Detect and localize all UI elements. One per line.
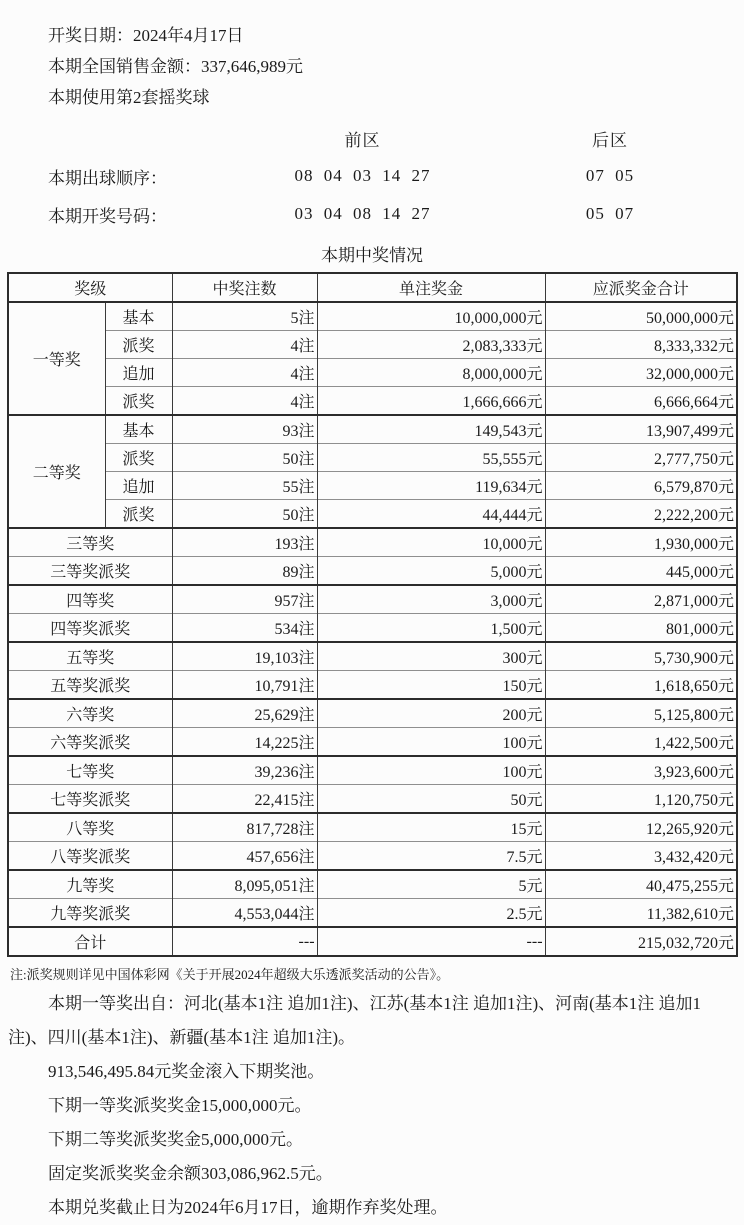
prize-level-label: 七等奖 bbox=[8, 756, 172, 785]
prize-sub-type-label: 派奖 bbox=[105, 331, 172, 359]
total-payout-cell: 11,382,610元 bbox=[545, 899, 737, 928]
prize-level-label: 四等奖派奖 bbox=[8, 614, 172, 643]
prize-level-label: 三等奖派奖 bbox=[8, 557, 172, 586]
draw-order-rear-numbers: 07 05 bbox=[585, 166, 635, 185]
prize-sub-type-label: 追加 bbox=[105, 472, 172, 500]
winning-bets-cell: 817,728注 bbox=[172, 813, 317, 842]
prize-level-label: 六等奖派奖 bbox=[8, 728, 172, 757]
prize-level-label: 三等奖 bbox=[8, 528, 172, 557]
winning-bets-cell: 534注 bbox=[172, 614, 317, 643]
winning-bets-cell: 957注 bbox=[172, 585, 317, 614]
single-prize-cell: 44,444元 bbox=[317, 500, 545, 529]
total-payout-cell: 50,000,000元 bbox=[545, 302, 737, 331]
table-header-row bbox=[8, 273, 737, 302]
sales-amount: 本期全国销售金额：337,646,989元 bbox=[48, 57, 303, 76]
total-payout-cell: 1,618,650元 bbox=[545, 671, 737, 700]
prize-sub-type-label: 派奖 bbox=[105, 500, 172, 529]
single-prize-cell: 2.5元 bbox=[317, 899, 545, 928]
total-payout-cell: 13,907,499元 bbox=[545, 415, 737, 444]
table-row bbox=[8, 756, 737, 785]
table-row bbox=[8, 500, 737, 529]
table-row bbox=[8, 642, 737, 671]
winning-bets-cell: 14,225注 bbox=[172, 728, 317, 757]
single-prize-cell: 55,555元 bbox=[317, 444, 545, 472]
draw-order-label: 本期出球顺序： bbox=[48, 168, 167, 188]
single-prize-cell: 7.5元 bbox=[317, 842, 545, 871]
prize-sub-type-label: 基本 bbox=[105, 415, 172, 444]
single-prize-cell: 1,500元 bbox=[317, 614, 545, 643]
prize-level-label: 八等奖 bbox=[8, 813, 172, 842]
total-payout-cell: 1,930,000元 bbox=[545, 528, 737, 557]
winning-bets-cell: 25,629注 bbox=[172, 699, 317, 728]
table-row bbox=[8, 870, 737, 899]
column-header-single-prize: 单注奖金 bbox=[317, 273, 545, 302]
column-header-winning-bets: 中奖注数 bbox=[172, 273, 317, 302]
single-prize-cell: 8,000,000元 bbox=[317, 359, 545, 387]
prize-level-label: 七等奖派奖 bbox=[8, 785, 172, 814]
total-payout-cell: 1,422,500元 bbox=[545, 728, 737, 757]
single-prize-cell: 119,634元 bbox=[317, 472, 545, 500]
note-text: 本期兑奖截止日为2024年6月17日，逾期作弃奖处理。 bbox=[48, 1198, 448, 1217]
winning-bets-cell: 4,553,044注 bbox=[172, 899, 317, 928]
draw-order-row bbox=[0, 157, 744, 195]
single-prize-cell: 50元 bbox=[317, 785, 545, 814]
single-prize-cell: 200元 bbox=[317, 699, 545, 728]
ball-set: 本期使用第2套摇奖球 bbox=[48, 88, 210, 107]
total-payout-cell: 6,666,664元 bbox=[545, 387, 737, 416]
prize-level-label: 八等奖派奖 bbox=[8, 842, 172, 871]
single-prize-cell: 300元 bbox=[317, 642, 545, 671]
single-prize-cell: 10,000,000元 bbox=[317, 302, 545, 331]
winning-bets-cell: 10,791注 bbox=[172, 671, 317, 700]
prize-level-label: 九等奖派奖 bbox=[8, 899, 172, 928]
table-row bbox=[8, 302, 737, 331]
note-rules: 注:派奖规则详见中国体彩网《关于开展2024年超级大乐透派奖活动的公告》。 bbox=[10, 967, 450, 982]
winning-bets-cell: 4注 bbox=[172, 331, 317, 359]
table-row bbox=[8, 813, 737, 842]
numbers-section bbox=[0, 119, 744, 233]
single-prize-cell: 15元 bbox=[317, 813, 545, 842]
note-text: 913,546,495.84元奖金滚入下期奖池。 bbox=[48, 1062, 325, 1081]
prize-table bbox=[7, 272, 738, 957]
table-row bbox=[8, 557, 737, 586]
notes-section bbox=[0, 957, 744, 1225]
total-payout-cell: 32,000,000元 bbox=[545, 359, 737, 387]
single-prize-cell: 5元 bbox=[317, 870, 545, 899]
column-header-total-payout: 应派奖金合计 bbox=[545, 273, 737, 302]
winning-bets-cell: 89注 bbox=[172, 557, 317, 586]
total-payout-cell: 8,333,332元 bbox=[545, 331, 737, 359]
total-payout-cell: 2,222,200元 bbox=[545, 500, 737, 529]
column-header-prize-level: 奖级 bbox=[8, 273, 172, 302]
total-payout-cell: 12,265,920元 bbox=[545, 813, 737, 842]
draw-date: 开奖日期：2024年4月17日 bbox=[48, 26, 244, 45]
total-payout-cell: 1,120,750元 bbox=[545, 785, 737, 814]
note-text: 固定奖派奖奖金余额303,086,962.5元。 bbox=[48, 1164, 333, 1183]
prize-sub-type-label: 派奖 bbox=[105, 387, 172, 416]
prize-level-label: 四等奖 bbox=[8, 585, 172, 614]
prize-level-label: 合计 bbox=[8, 927, 172, 956]
prize-level-label: 六等奖 bbox=[8, 699, 172, 728]
prize-table-title: 本期中奖情况 bbox=[321, 246, 423, 265]
winning-bets-cell: 4注 bbox=[172, 359, 317, 387]
prize-level-label: 五等奖 bbox=[8, 642, 172, 671]
table-row bbox=[8, 444, 737, 472]
single-prize-cell: 5,000元 bbox=[317, 557, 545, 586]
winning-bets-cell: 22,415注 bbox=[172, 785, 317, 814]
zone-header-row bbox=[0, 119, 744, 157]
single-prize-cell: 1,666,666元 bbox=[317, 387, 545, 416]
total-payout-cell: 5,730,900元 bbox=[545, 642, 737, 671]
table-row bbox=[8, 728, 737, 757]
single-prize-cell: 149,543元 bbox=[317, 415, 545, 444]
winning-bets-cell: 8,095,051注 bbox=[172, 870, 317, 899]
single-prize-cell: 10,000元 bbox=[317, 528, 545, 557]
table-row bbox=[8, 585, 737, 614]
table-row bbox=[8, 415, 737, 444]
table-row bbox=[8, 331, 737, 359]
winning-bets-cell: 19,103注 bbox=[172, 642, 317, 671]
prize-sub-type-label: 派奖 bbox=[105, 444, 172, 472]
winning-numbers-rear: 05 07 bbox=[585, 204, 635, 223]
winning-bets-cell: 39,236注 bbox=[172, 756, 317, 785]
table-row bbox=[8, 785, 737, 814]
winning-numbers-row bbox=[0, 195, 744, 233]
table-row bbox=[8, 899, 737, 928]
note-text: 下期二等奖派奖奖金5,000,000元。 bbox=[48, 1130, 303, 1149]
draw-order-front-numbers: 08 04 03 14 27 bbox=[294, 166, 431, 185]
table-row bbox=[8, 472, 737, 500]
table-row bbox=[8, 387, 737, 416]
winning-bets-cell: 5注 bbox=[172, 302, 317, 331]
prize-sub-type-label: 基本 bbox=[105, 302, 172, 331]
winning-bets-cell: 55注 bbox=[172, 472, 317, 500]
winning-bets-cell: 193注 bbox=[172, 528, 317, 557]
total-payout-cell: 3,923,600元 bbox=[545, 756, 737, 785]
total-payout-cell: 40,475,255元 bbox=[545, 870, 737, 899]
winning-bets-cell: 4注 bbox=[172, 387, 317, 416]
table-row bbox=[8, 842, 737, 871]
note-text: 本期一等奖出自：河北(基本1注 追加1注)、江苏(基本1注 追加1注)、河南(基本1注 追加1注)、四川(基本1注)、新疆(基本1注 追加1注)。 bbox=[8, 994, 702, 1047]
front-zone-label: 前区 bbox=[344, 130, 381, 150]
total-payout-cell: 5,125,800元 bbox=[545, 699, 737, 728]
prize-level-group-label: 一等奖 bbox=[8, 302, 105, 415]
total-payout-cell: 801,000元 bbox=[545, 614, 737, 643]
table-row bbox=[8, 528, 737, 557]
winning-bets-cell: 50注 bbox=[172, 444, 317, 472]
single-prize-cell: 100元 bbox=[317, 756, 545, 785]
single-prize-cell: 150元 bbox=[317, 671, 545, 700]
total-payout-cell: 2,871,000元 bbox=[545, 585, 737, 614]
rear-zone-label: 后区 bbox=[592, 130, 628, 150]
table-row bbox=[8, 359, 737, 387]
total-payout-cell: 215,032,720元 bbox=[545, 927, 737, 956]
note-text: 下期一等奖派奖奖金15,000,000元。 bbox=[48, 1096, 312, 1115]
prize-level-label: 五等奖派奖 bbox=[8, 671, 172, 700]
total-payout-cell: 2,777,750元 bbox=[545, 444, 737, 472]
winning-numbers-label: 本期开奖号码： bbox=[48, 206, 167, 226]
table-row bbox=[8, 927, 737, 956]
winning-bets-cell: 93注 bbox=[172, 415, 317, 444]
table-row bbox=[8, 671, 737, 700]
draw-info-section bbox=[0, 20, 744, 113]
single-prize-cell: 3,000元 bbox=[317, 585, 545, 614]
table-row bbox=[8, 699, 737, 728]
single-prize-cell: 2,083,333元 bbox=[317, 331, 545, 359]
prize-level-group-label: 二等奖 bbox=[8, 415, 105, 528]
winning-bets-cell: 50注 bbox=[172, 500, 317, 529]
total-payout-cell: 445,000元 bbox=[545, 557, 737, 586]
winning-bets-cell: --- bbox=[172, 927, 317, 956]
total-payout-cell: 3,432,420元 bbox=[545, 842, 737, 871]
winning-numbers-front: 03 04 08 14 27 bbox=[294, 204, 431, 223]
table-row bbox=[8, 614, 737, 643]
single-prize-cell: --- bbox=[317, 927, 545, 956]
winning-bets-cell: 457,656注 bbox=[172, 842, 317, 871]
single-prize-cell: 100元 bbox=[317, 728, 545, 757]
total-payout-cell: 6,579,870元 bbox=[545, 472, 737, 500]
prize-sub-type-label: 追加 bbox=[105, 359, 172, 387]
prize-level-label: 九等奖 bbox=[8, 870, 172, 899]
